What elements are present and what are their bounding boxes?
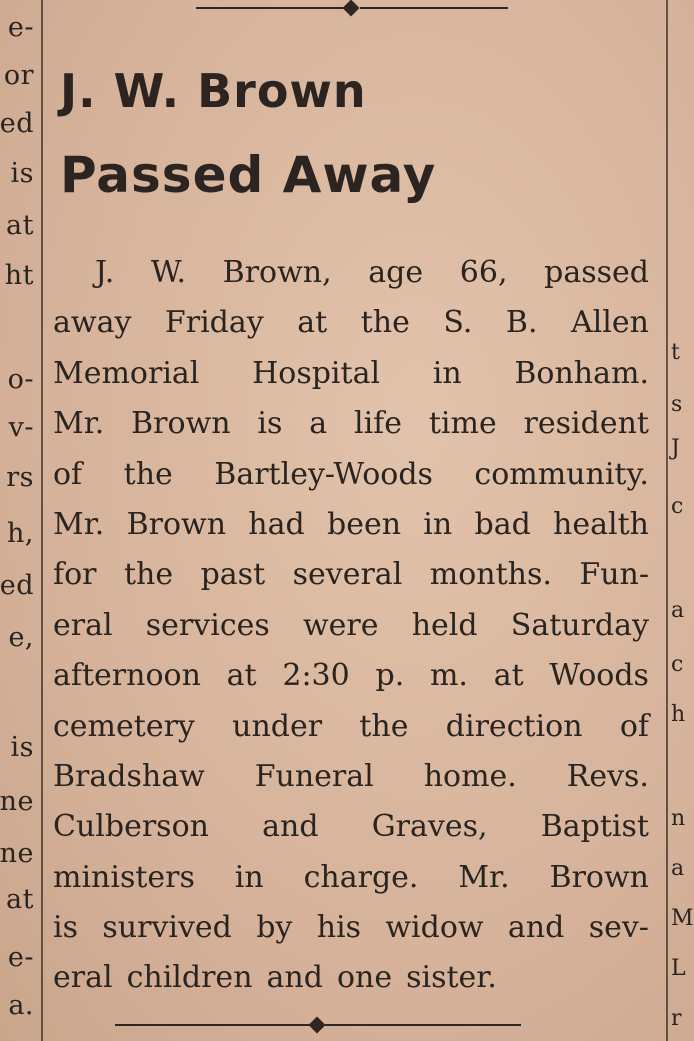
article-line bbox=[53, 702, 649, 752]
left-fragment: h, bbox=[7, 518, 34, 549]
rule-segment bbox=[325, 1024, 521, 1026]
article-word: Brown bbox=[131, 406, 231, 442]
article-word: Woods bbox=[549, 658, 649, 694]
article-word: Mr. bbox=[53, 506, 105, 542]
left-fragment: at bbox=[6, 884, 34, 915]
article-word: time bbox=[428, 406, 497, 442]
column-rule-right bbox=[666, 0, 668, 1041]
article-line bbox=[53, 450, 649, 500]
article-word: S. bbox=[443, 305, 473, 341]
article-word: is bbox=[53, 910, 78, 946]
left-fragment: is bbox=[10, 732, 34, 763]
left-fragment: v- bbox=[8, 412, 34, 443]
article-word: Baptist bbox=[540, 809, 649, 845]
article-word: afternoon bbox=[53, 658, 201, 694]
article-word: several bbox=[292, 557, 403, 593]
article-line bbox=[53, 399, 649, 449]
article-word: Brown bbox=[549, 859, 649, 895]
article-word: passed bbox=[544, 255, 649, 290]
headline-line-2: Passed Away bbox=[60, 146, 437, 204]
article-word: sister. bbox=[406, 960, 497, 996]
article-word: W. bbox=[150, 255, 187, 290]
article-word: life bbox=[353, 406, 403, 442]
article-word: and bbox=[266, 960, 323, 996]
article-word: survived bbox=[102, 910, 232, 946]
article-word: age bbox=[368, 255, 424, 290]
left-fragment: ed bbox=[0, 570, 34, 601]
article-word: held bbox=[411, 607, 478, 643]
article-word: and bbox=[507, 910, 565, 946]
article-word: Culberson bbox=[53, 809, 209, 845]
article-word: Memorial bbox=[53, 355, 200, 391]
article-word: 66, bbox=[459, 255, 508, 290]
article-word: in bbox=[423, 506, 453, 542]
article-line bbox=[53, 248, 649, 298]
article-word: of bbox=[53, 456, 83, 492]
article-word: charge. bbox=[303, 859, 419, 895]
article-word: Mr. bbox=[458, 859, 510, 895]
article-word: eral bbox=[53, 960, 113, 996]
article-word: direction bbox=[445, 708, 583, 744]
article-word: away bbox=[53, 305, 132, 341]
article-word: B. bbox=[505, 305, 538, 341]
right-fragment: J bbox=[671, 436, 680, 461]
article-word: Funeral bbox=[254, 758, 374, 794]
left-fragment: ne bbox=[0, 838, 34, 869]
diamond-ornament-icon bbox=[343, 0, 360, 16]
article-word: had bbox=[248, 506, 305, 542]
article-word: the bbox=[359, 708, 409, 744]
article-word: services bbox=[145, 607, 270, 643]
article-word: resident bbox=[523, 406, 649, 442]
article-word: by bbox=[256, 910, 293, 946]
left-fragment: is bbox=[10, 158, 34, 189]
article-line bbox=[53, 550, 649, 600]
article-word: for bbox=[53, 557, 97, 593]
left-fragment: e- bbox=[7, 942, 34, 973]
article-line bbox=[53, 903, 649, 953]
article-word: Graves, bbox=[371, 809, 488, 845]
right-fragment: a bbox=[671, 598, 685, 623]
article-word: Bradshaw bbox=[53, 758, 205, 794]
article-word: his bbox=[316, 910, 362, 946]
right-fragment: c bbox=[671, 494, 684, 519]
left-fragment: a. bbox=[8, 990, 34, 1021]
article-word: in bbox=[432, 355, 462, 391]
article-word: bad bbox=[474, 506, 531, 542]
left-fragment: rs bbox=[6, 462, 34, 493]
column-rule-left bbox=[41, 0, 43, 1041]
article-word: cemetery bbox=[53, 708, 195, 744]
article-word: J. bbox=[95, 255, 115, 290]
article-word: children bbox=[126, 960, 253, 996]
left-fragment: or bbox=[3, 60, 34, 91]
rule-segment bbox=[115, 1024, 311, 1026]
right-fragment: M bbox=[671, 906, 694, 931]
article-word: Mr. bbox=[53, 406, 105, 442]
left-fragment: ed bbox=[0, 108, 34, 139]
article-word: months. bbox=[429, 557, 552, 593]
article-word: m. bbox=[429, 658, 468, 694]
diamond-ornament-icon bbox=[309, 1017, 326, 1034]
left-fragment: e- bbox=[7, 12, 34, 43]
article-word: at bbox=[493, 658, 524, 694]
article-line bbox=[53, 953, 649, 1003]
article-word: Hospital bbox=[252, 355, 381, 391]
article-word: Bonham. bbox=[514, 355, 649, 391]
article-word: 2:30 bbox=[282, 658, 350, 694]
article-line bbox=[53, 298, 649, 348]
headline-line-1: J. W. Brown bbox=[60, 64, 367, 118]
article-word: were bbox=[302, 607, 379, 643]
article-line bbox=[53, 853, 649, 903]
article-word: health bbox=[553, 506, 649, 542]
article-line bbox=[53, 500, 649, 550]
right-fragment: h bbox=[671, 702, 686, 727]
article-word: in bbox=[234, 859, 264, 895]
article-word: ministers bbox=[53, 859, 195, 895]
article-word: Brown bbox=[126, 506, 227, 542]
article-word: the bbox=[123, 456, 173, 492]
left-fragment: o- bbox=[7, 364, 34, 395]
article-word: at bbox=[226, 658, 257, 694]
article-word: eral bbox=[53, 607, 113, 643]
rule-segment bbox=[196, 7, 344, 9]
article-line bbox=[53, 349, 649, 399]
article-word: the bbox=[360, 305, 410, 341]
article-word: sev- bbox=[588, 910, 649, 946]
article-word: past bbox=[200, 557, 266, 593]
article-word: a bbox=[309, 406, 328, 442]
adjacent-column-left bbox=[0, 0, 36, 1041]
left-fragment: ht bbox=[4, 260, 34, 291]
article-line bbox=[53, 651, 649, 701]
right-fragment: t bbox=[671, 340, 680, 365]
article-word: of bbox=[619, 708, 649, 744]
article-line bbox=[53, 802, 649, 852]
right-fragment: c bbox=[671, 652, 684, 677]
article-word: Allen bbox=[571, 305, 649, 341]
article-word: under bbox=[232, 708, 323, 744]
article-word: home. bbox=[423, 758, 517, 794]
article-word: one bbox=[336, 960, 393, 996]
article-word: been bbox=[326, 506, 402, 542]
article-word: Brown, bbox=[222, 255, 332, 290]
article-word: p. bbox=[375, 658, 405, 694]
article-word: widow bbox=[385, 910, 484, 946]
article-word: Saturday bbox=[510, 607, 649, 643]
right-fragment: L bbox=[671, 956, 686, 981]
adjacent-column-right bbox=[670, 0, 694, 1041]
article-word: community. bbox=[474, 456, 649, 492]
article-word: and bbox=[262, 809, 319, 845]
article-body bbox=[53, 248, 649, 1004]
article-word: Revs. bbox=[566, 758, 649, 794]
left-fragment: ne bbox=[0, 786, 34, 817]
article-word: at bbox=[297, 305, 328, 341]
article-word: the bbox=[123, 557, 174, 593]
article-word: Bartley-Woods bbox=[214, 456, 433, 492]
right-fragment: n bbox=[671, 806, 686, 831]
left-fragment: at bbox=[6, 210, 34, 241]
rule-segment bbox=[360, 7, 508, 9]
left-fragment: e, bbox=[8, 622, 34, 653]
article-line bbox=[53, 752, 649, 802]
article-word: Fun- bbox=[579, 557, 649, 593]
right-fragment: r bbox=[671, 1006, 682, 1031]
right-fragment: a bbox=[671, 856, 685, 881]
article-word: Friday bbox=[164, 305, 264, 341]
article-word: is bbox=[257, 406, 283, 442]
article-line bbox=[53, 601, 649, 651]
right-fragment: s bbox=[671, 392, 683, 417]
